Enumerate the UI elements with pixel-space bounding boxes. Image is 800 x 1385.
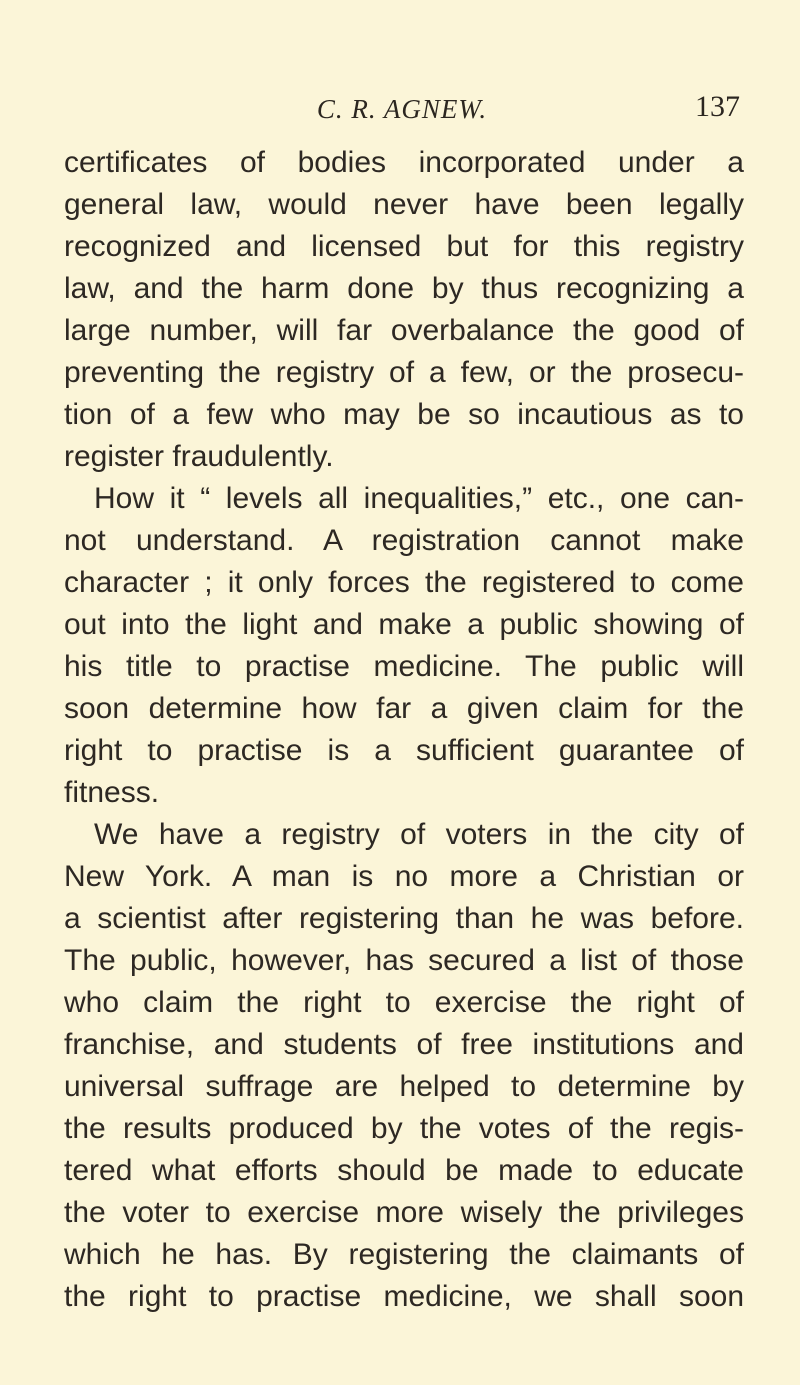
text-line: which he has. By registering the claimants of bbox=[64, 1238, 744, 1271]
text-line: franchise, and students of free institutions and bbox=[64, 1028, 744, 1061]
text-line: How it “ levels all inequalities,” etc., one can- bbox=[94, 482, 744, 515]
text-line: tion of a few who may be so incautious as to bbox=[64, 398, 744, 431]
text-line: register fraudulently. bbox=[64, 440, 334, 473]
text-line: law, and the harm done by thus recognizing a bbox=[64, 272, 744, 305]
text-line: the right to practise medicine, we shall soon bbox=[64, 1280, 744, 1313]
text-line: the results produced by the votes of the regis- bbox=[64, 1112, 744, 1145]
text-line: preventing the registry of a few, or the prosecu- bbox=[64, 356, 744, 389]
running-header bbox=[64, 90, 740, 134]
text-line: not understand. A registration cannot make bbox=[64, 524, 744, 557]
text-line: his title to practise medicine. The public will bbox=[64, 650, 744, 683]
text-line: out into the light and make a public showing of bbox=[64, 608, 744, 641]
text-line: recognized and licensed but for this registry bbox=[64, 230, 744, 263]
text-line: fitness. bbox=[64, 776, 160, 809]
text-line: We have a registry of voters in the city of bbox=[94, 818, 744, 851]
text-line: the voter to exercise more wisely the privileges bbox=[64, 1196, 744, 1229]
running-title: C. R. AGNEW. bbox=[316, 94, 488, 124]
text-line: New York. A man is no more a Christian or bbox=[64, 860, 744, 893]
text-line: a scientist after registering than he was before. bbox=[64, 902, 744, 935]
text-line: right to practise is a sufficient guarantee of bbox=[64, 734, 744, 767]
text-line: soon determine how far a given claim for the bbox=[64, 692, 744, 725]
text-line: universal suffrage are helped to determine by bbox=[64, 1070, 744, 1103]
text-line: The public, however, has secured a list of those bbox=[64, 944, 744, 977]
text-line: general law, would never have been legally bbox=[64, 188, 744, 221]
text-line: who claim the right to exercise the right of bbox=[64, 986, 744, 1019]
page-number: 137 bbox=[695, 90, 740, 123]
body-text bbox=[64, 142, 744, 1318]
text-line: character ; it only forces the registered to come bbox=[64, 566, 744, 599]
text-line: certificates of bodies incorporated under a bbox=[64, 146, 744, 179]
text-line: large number, will far overbalance the good of bbox=[64, 314, 744, 347]
text-line: tered what efforts should be made to educate bbox=[64, 1154, 744, 1187]
